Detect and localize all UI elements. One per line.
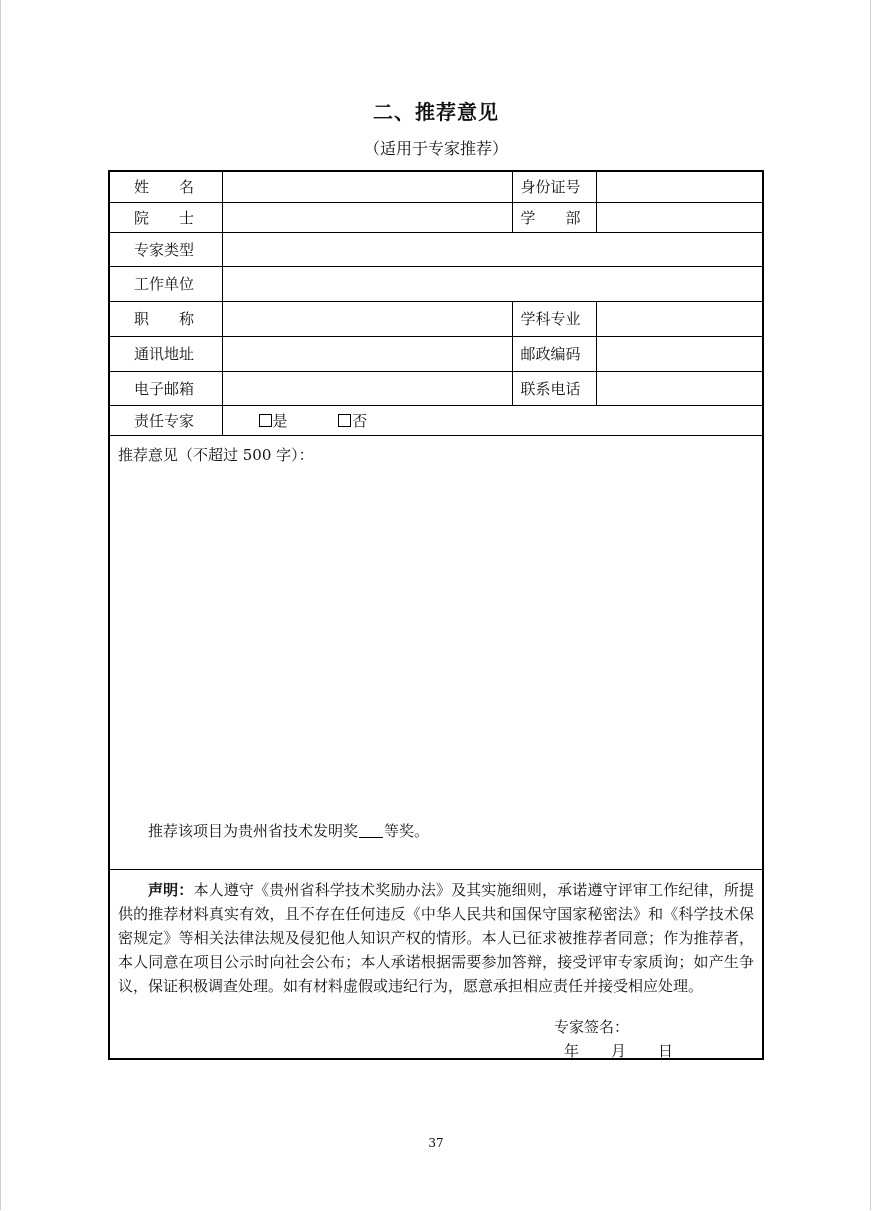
row-expert-type [110,232,762,266]
division-label: 学 部 [512,202,596,232]
declaration [118,878,754,998]
info-table [110,172,762,436]
address-label: 通讯地址 [110,336,222,371]
award-prefix: 推荐该项目为贵州省技术发明奖 [148,822,359,840]
academician-field[interactable] [222,202,512,232]
page-title: 二、推荐意见 [373,100,499,124]
date-line [564,1040,673,1061]
row-email [110,371,762,405]
work-unit-field[interactable] [222,266,762,301]
date-day: 日 [658,1042,674,1060]
name-label: 姓 名 [110,172,222,202]
email-field[interactable] [222,371,512,405]
award-line [148,820,429,841]
award-suffix: 等奖。 [384,822,430,840]
academician-label: 院 士 [110,202,222,232]
declaration-text: 本人遵守《贵州省科学技术奖励办法》及其实施细则，承诺遵守评审工作纪律，所提供的推荐材料真实有效，且不存在任何违反《中华人民共和国保守国家秘密法》和《科学技术保密规定》等相关法律法规及侵犯他人知识产权的情形。本人已征求被推荐者同意；作为推荐者，本人同意在项目公示时向社会公布；本人承诺根据需要参加答辩，接受评审专家质询；如产生争议，保证积极调查处理。如有材料虚假或违纪行为，愿意承担相应责任并接受相应处理。 [118,881,754,995]
no-checkbox[interactable] [338,414,351,427]
opinion-label: 推荐意见（不超过 500 字）： [118,446,314,464]
page-subtitle: （适用于专家推荐） [363,139,508,158]
expert-type-label: 专家类型 [110,232,222,266]
expert-type-field[interactable] [222,232,762,266]
date-year: 年 [564,1042,580,1060]
email-label: 电子邮箱 [110,371,222,405]
discipline-field[interactable] [596,301,762,336]
responsible-label: 责任专家 [110,405,222,435]
phone-label: 联系电话 [512,371,596,405]
row-name [110,172,762,202]
page-number: 37 [428,1136,444,1150]
declaration-lead: 声明： [148,881,194,899]
award-level-blank[interactable] [359,823,383,838]
title-label: 职 称 [110,301,222,336]
row-responsible [110,405,762,435]
postcode-label: 邮政编码 [512,336,596,371]
address-field[interactable] [222,336,512,371]
signature-label: 专家签名： [554,1018,630,1036]
id-field[interactable] [596,172,762,202]
postcode-field[interactable] [596,336,762,371]
division-field[interactable] [596,202,762,232]
id-label: 身份证号 [512,172,596,202]
name-field[interactable] [222,172,512,202]
date-month: 月 [611,1042,627,1060]
option-yes[interactable] [259,410,288,431]
option-no-label: 否 [352,411,368,430]
responsible-options [222,405,762,435]
row-address [110,336,762,371]
phone-field[interactable] [596,371,762,405]
title-field[interactable] [222,301,512,336]
option-yes-label: 是 [272,411,288,430]
work-unit-label: 工作单位 [110,266,222,301]
option-no[interactable] [338,410,367,431]
row-title [110,301,762,336]
yes-checkbox[interactable] [259,414,272,427]
recommendation-form [108,170,764,1060]
row-academician [110,202,762,232]
row-work-unit [110,266,762,301]
opinion-area[interactable] [110,434,762,870]
discipline-label: 学科专业 [512,301,596,336]
